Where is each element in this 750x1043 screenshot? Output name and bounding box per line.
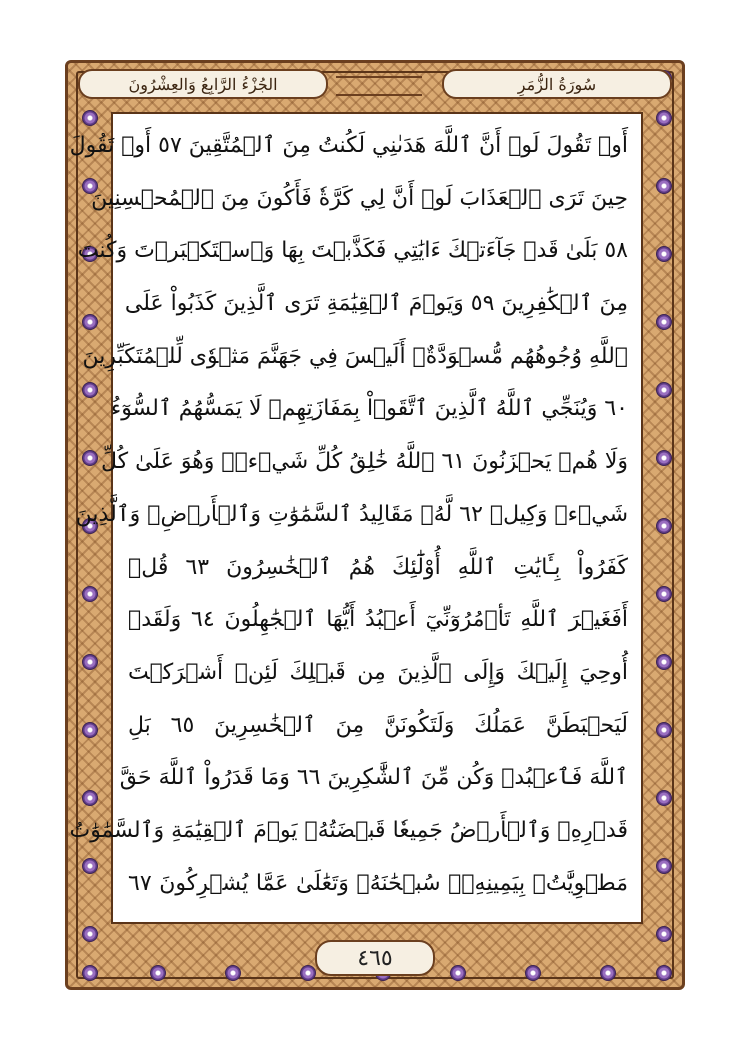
text-line: لَيَحۡبَطَنَّ عَمَلُكَ وَلَتَكُونَنَّ مِنَ ٱلۡخَٰسِرِينَ ٦٥ بَلِ <box>128 712 628 738</box>
flower-ornament-icon <box>656 722 672 738</box>
flower-ornament-icon <box>656 654 672 670</box>
flower-ornament-icon <box>656 926 672 942</box>
flower-ornament-icon <box>656 790 672 806</box>
flower-ornament-icon <box>656 246 672 262</box>
text-line: ٦٠ وَيُنَجِّي ٱللَّهُ ٱلَّذِينَ ٱتَّقَوۡاْ بِمَفَازَتِهِمۡ لَا يَمَسُّهُمُ ٱلسُّوٓءُ <box>110 396 628 422</box>
flower-ornament-icon <box>656 314 672 330</box>
quran-text <box>69 120 629 910</box>
text-line: أَفَغَيۡرَ ٱللَّهِ تَأۡمُرُوٓنِّيٓ أَعۡبُدُ أَيُّهَا ٱلۡجَٰهِلُونَ ٦٤ وَلَقَدۡ <box>128 607 629 633</box>
text-line: قَدۡرِهِۦ وَٱلۡأَرۡضُ جَمِيعٗا قَبۡضَتُهُۥ يَوۡمَ ٱلۡقِيَٰمَةِ وَٱلسَّمَٰوَٰتُ <box>69 817 628 843</box>
flower-ornament-icon <box>82 858 98 874</box>
flower-ornament-icon <box>82 654 98 670</box>
text-line: كَفَرُواْ بِـَٔايَٰتِ ٱللَّهِ أُوْلَٰٓئِكَ هُمُ ٱلۡخَٰسِرُونَ ٦٣ قُلۡ <box>128 554 629 580</box>
flower-ornament-icon <box>300 965 316 981</box>
flower-ornament-icon <box>656 382 672 398</box>
flower-ornament-icon <box>450 965 466 981</box>
juz-title: الجُزْءُ الرَّابِعُ وَالعِشْرُونَ <box>78 69 328 99</box>
flower-ornament-icon <box>656 965 672 981</box>
text-line: وَلَا هُمۡ يَحۡزَنُونَ ٦١ ٱللَّهُ خَٰلِقُ كُلِّ شَيۡءٖۖ وَهُوَ عَلَىٰ كُلِّ <box>100 449 628 475</box>
flower-ornament-icon <box>656 586 672 602</box>
text-line: مِنَ ٱلۡكَٰفِرِينَ ٥٩ وَيَوۡمَ ٱلۡقِيَٰمَةِ تَرَى ٱلَّذِينَ كَذَبُواْ عَلَى <box>124 291 628 317</box>
text-line: أُوحِيَ إِلَيۡكَ وَإِلَى ٱلَّذِينَ مِن قَبۡلِكَ لَئِنۡ أَشۡرَكۡتَ <box>128 659 628 685</box>
text-line: شَيۡءٖ وَكِيلٞ ٦٢ لَّهُۥ مَقَالِيدُ ٱلسَّمَٰوَٰتِ وَٱلۡأَرۡضِۗ وَٱلَّذِينَ <box>75 501 628 527</box>
flower-ornament-icon <box>82 382 98 398</box>
text-line: ٥٨ بَلَىٰ قَدۡ جَآءَتۡكَ ءَايَٰتِي فَكَذَّبۡتَ بِهَا وَٱسۡتَكۡبَرۡتَ وَكُنتَ <box>77 238 628 264</box>
flower-ornament-icon <box>656 518 672 534</box>
text-line: ٱللَّهِ وُجُوهُهُم مُّسۡوَدَّةٌۚ أَلَيۡسَ فِي جَهَنَّمَ مَثۡوٗى لِّلۡمُتَكَبِّرِينَ <box>82 343 628 369</box>
flower-ornament-icon <box>82 926 98 942</box>
flower-ornament-icon <box>656 110 672 126</box>
flower-ornament-icon <box>600 965 616 981</box>
page-header <box>78 66 672 104</box>
header-ornament <box>336 76 422 96</box>
text-line: أَوۡ تَقُولَ لَوۡ أَنَّ ٱللَّهَ هَدَىٰنِي لَكُنتُ مِنَ ٱلۡمُتَّقِينَ ٥٧ أَوۡ تَقُولَ <box>69 133 628 158</box>
flower-ornament-icon <box>82 965 98 981</box>
flower-ornament-icon <box>225 965 241 981</box>
flower-ornament-icon <box>82 790 98 806</box>
flower-ornament-icon <box>82 722 98 738</box>
flower-ornament-icon <box>82 586 98 602</box>
flower-ornament-icon <box>656 178 672 194</box>
flower-ornament-icon <box>525 965 541 981</box>
surah-title: سُورَةُ الزُّمَرِ <box>442 69 672 99</box>
text-line: ٱللَّهَ فَٱعۡبُدۡ وَكُن مِّنَ ٱلشَّٰكِرِينَ ٦٦ وَمَا قَدَرُواْ ٱللَّهَ حَقَّ <box>119 765 628 791</box>
flower-ornament-icon <box>656 858 672 874</box>
page-number: ٤٦٥ <box>315 940 435 976</box>
flower-ornament-icon <box>150 965 166 981</box>
text-line: حِينَ تَرَى ٱلۡعَذَابَ لَوۡ أَنَّ لِي كَرَّةٗ فَأَكُونَ مِنَ ٱلۡمُحۡسِنِينَ <box>91 185 628 211</box>
text-line: مَطۡوِيَّٰتُۢ بِيَمِينِهِۦۚ سُبۡحَٰنَهُۥ وَتَعَٰلَىٰ عَمَّا يُشۡرِكُونَ ٦٧ <box>128 870 628 896</box>
flower-ornament-icon <box>82 314 98 330</box>
flower-ornament-icon <box>82 450 98 466</box>
flower-ornament-icon <box>656 450 672 466</box>
